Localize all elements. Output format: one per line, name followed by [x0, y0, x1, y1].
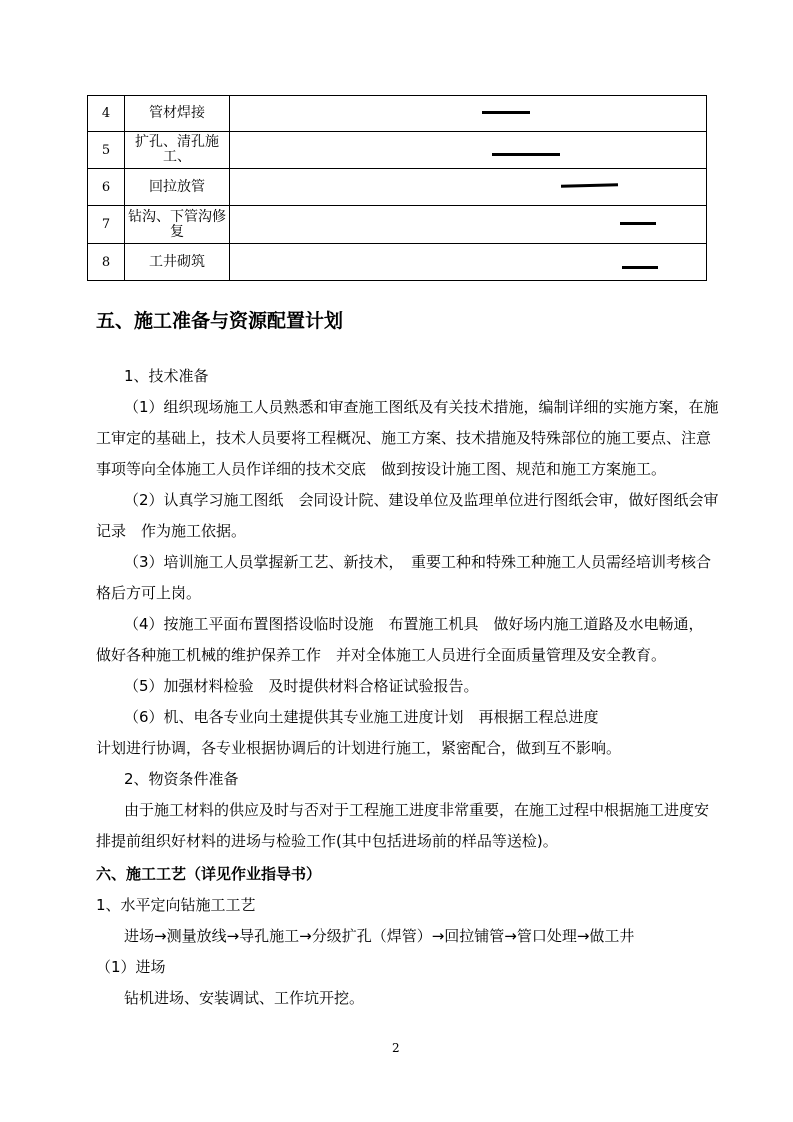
tech-prep-heading: 1、技术准备 — [124, 367, 209, 385]
paragraph-line: （4）按施工平面布置图搭设临时设施 布置施工机具 做好场内施工道路及水电畅通， — [124, 615, 704, 633]
schedule-table — [87, 95, 707, 281]
paragraph-line: （5）加强材料检验 及时提供材料合格证试验报告。 — [124, 677, 479, 695]
paragraph-line: （2）认真学习施工图纸 会同设计院、建设单位及监理单位进行图纸会审，做好图纸会审 — [124, 491, 719, 509]
gantt-cell — [230, 169, 707, 206]
paragraph-line: （6）机、电各专业向土建提供其专业施工进度计划 再根据工程总进度 — [124, 708, 599, 726]
paragraph-line: 钻机进场、安装调试、工作坑开挖。 — [124, 989, 365, 1007]
gantt-bar — [622, 266, 658, 269]
row-number: 7 — [88, 206, 125, 244]
schedule-row — [88, 132, 707, 169]
task-name: 回拉放管 — [125, 169, 230, 206]
material-prep-heading: 2、物资条件准备 — [124, 770, 239, 788]
task-name: 钻沟、下管沟修复 — [125, 206, 230, 244]
row-number: 5 — [88, 132, 125, 169]
schedule-row — [88, 169, 707, 206]
paragraph-line: 排提前组织好材料的进场与检验工作(其中包括进场前的样品等送检)。 — [96, 832, 558, 850]
gantt-cell — [230, 244, 707, 281]
row-number: 6 — [88, 169, 125, 206]
paragraph-line: 格后方可上岗。 — [96, 584, 202, 602]
page-number: 2 — [392, 1041, 400, 1055]
step-heading: （1）进场 — [96, 958, 166, 976]
gantt-bar — [620, 222, 656, 225]
paragraph-line: 做好各种施工机械的维护保养工作 并对全体施工人员进行全面质量管理及安全教育。 — [96, 646, 667, 664]
section-5-heading: 五、施工准备与资源配置计划 — [96, 310, 344, 332]
row-number: 4 — [88, 96, 125, 132]
paragraph-line: 记录 作为施工依据。 — [96, 522, 247, 540]
paragraph-line: 由于施工材料的供应及时与否对于工程施工进度非常重要，在施工过程中根据施工进度安 — [124, 801, 710, 819]
hdd-heading: 1、水平定向钻施工工艺 — [96, 896, 256, 914]
section-6-heading: 六、施工工艺（详见作业指导书） — [96, 865, 322, 883]
paragraph-line: （1）组织现场施工人员熟悉和审查施工图纸及有关技术措施，编制详细的实施方案，在施 — [124, 398, 719, 416]
gantt-bar — [561, 183, 618, 187]
paragraph-line: （3）培训施工人员掌握新工艺、新技术， 重要工种和特殊工种施工人员需经培训考核合 — [124, 553, 712, 571]
gantt-cell — [230, 96, 707, 132]
gantt-bar — [492, 153, 560, 156]
paragraph-line: 工审定的基础上，技术人员要将工程概况、施工方案、技术措施及特殊部位的施工要点、注意 — [96, 429, 712, 447]
gantt-cell — [230, 132, 707, 169]
schedule-row — [88, 206, 707, 244]
task-name: 扩孔、清孔施工、 — [125, 132, 230, 169]
paragraph-line: 事项等向全体施工人员作详细的技术交底 做到按设计施工图、规范和施工方案施工。 — [96, 460, 667, 478]
gantt-bar — [482, 111, 530, 114]
process-flow: 进场→测量放线→导孔施工→分级扩孔（焊管）→回拉铺管→管口处理→做工井 — [124, 927, 635, 945]
row-number: 8 — [88, 244, 125, 281]
paragraph-line: 计划进行协调，各专业根据协调后的计划进行施工，紧密配合，做到互不影响。 — [96, 739, 622, 757]
gantt-cell — [230, 206, 707, 244]
schedule-row — [88, 96, 707, 132]
schedule-row — [88, 244, 707, 281]
task-name: 管材焊接 — [125, 96, 230, 132]
task-name: 工井砌筑 — [125, 244, 230, 281]
